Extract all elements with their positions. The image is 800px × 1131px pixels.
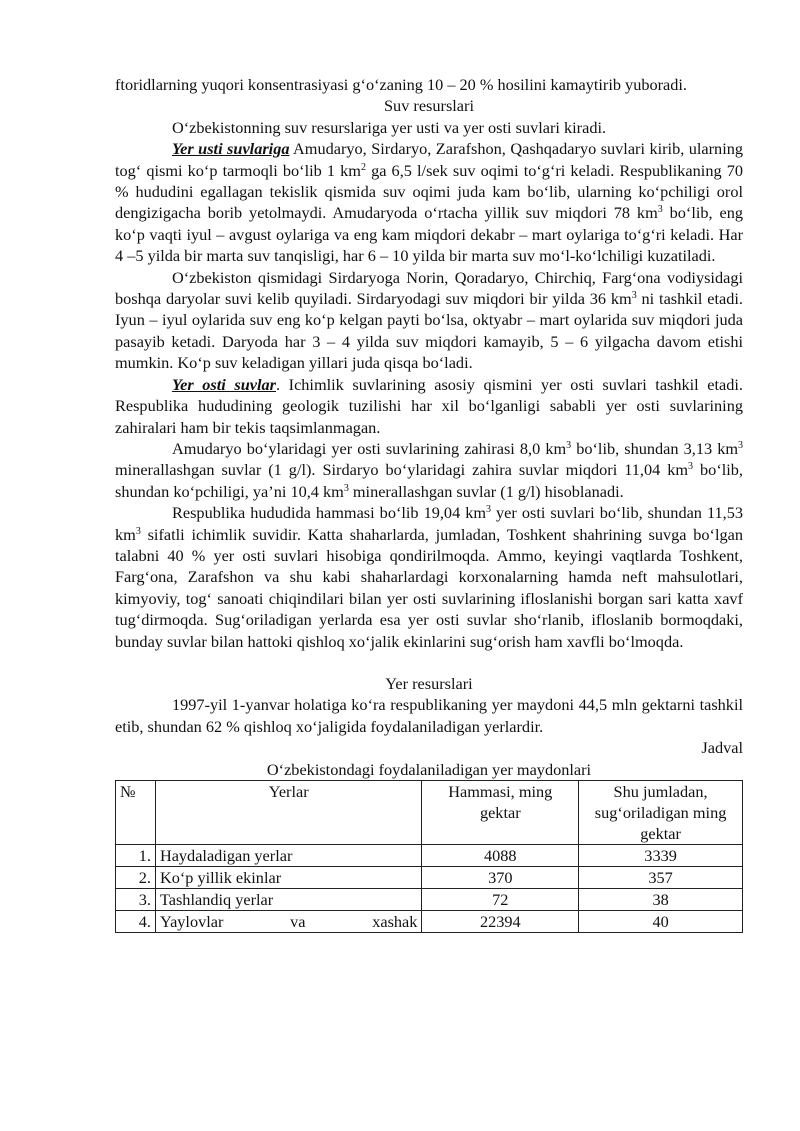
table-caption: O‘zbekistondagi foydalaniladigan yer maydonlari [266,759,592,779]
header-number: № [116,781,156,845]
table-row: 1. Haydaladigan yerlar 4088 3339 [116,845,743,867]
section-title-land: Yer resurslari [385,673,473,693]
header-irrigated: Shu jumladan, sug‘oriladigan ming gektar [579,781,743,845]
land-use-table [115,780,743,933]
paragraph-republic-groundwater: Respublika hududida hammasi bo‘lib 19,04 $km^3$ yer osti suvlari bo‘lib, shundan 11,53 $km^3$ sifatli ichimlik suvidir. Katta shaharlarda, jumladan, Toshkent shahrining suvga bo‘lgan talabni 40 % yer osti suvlari hisobiga qondirilmoqda. Ammo, keyingi vaqtlarda Toshkent, Farg‘ona, Zarafshon va shu kabi shaharlardagi korxonalarning hamda neft mahsulotlari, kimyoviy, tog‘ sanoati chiqindilari bilan yer osti suvlarining ifloslanishi borgan sari katta xavf tug‘dirmoqda. Sug‘oriladigan yerlarda esa yer osti suvlar sho‘rlanib, ifloslanib bormoqdaki, bunday suvlar bilan hattoki qishloq xo‘jalik ekinlarini sug‘orish ham xavfli bo‘lmoqda. [115,503,743,651]
table-row: 3. Tashlandiq yerlar 72 38 [116,889,743,911]
table-row: 4. Yaylovlar va xashak 22394 40 [116,911,743,933]
paragraph-amudarya-groundwater: Amudaryo bo‘ylaridagi yer osti suvlarining zahirasi 8,0 $km^3$ bo‘lib, shundan 3,13 $km^3$ minerallashgan suvlar (1 g/l). Sirdaryo bo‘ylaridagi zahira suvlar miqdori 11,04 $km^3$ bo‘lib, shundan ko‘pchiligi, ya’ni 10,4 $km^3$ minerallashgan suvlar (1 g/l) hisoblanadi. [115,438,744,501]
paragraph-surface-water: Yer usti suvlariga Amudaryo, Sirdaryo, Zarafshon, Qashqadaryo suvlari kirib, ularning tog‘ qismi ko‘p tarmoqli bo‘lib 1 $km^2$ ga 6,5 l/sek suv oqimi to‘g‘ri keladi. Respublikaning 70 % hududini egallagan tekislik qismida suv oqimi juda kam bo‘lib, ularning ko‘pchiligi orol dengizigacha borib yetolmaydi. Amudaryoda o‘rtacha yillik suv miqdori 78 $km^3$ bo‘lib, eng ko‘p vaqti iyul – avgust oylariga va eng kam miqdori dekabr – mart oylariga to‘g‘ri keladi. Har 4 –5 yilda bir marta suv tanqisligi, har 6 – 10 yilda bir marta suv mo‘l-ko‘lchiligi kuzatiladi. [115,139,744,266]
table-header-row [116,781,743,845]
paragraph-land-intro: 1997-yil 1-yanvar holatiga ko‘ra respublikaning yer maydoni 44,5 mln gektarni tashkil etib, shundan 62 % qishloq xo‘jaligida foydalaniladigan yerlardir. [115,695,743,736]
header-total: Hammasi, ming gektar [422,781,579,845]
header-lands: Yerlar [155,781,421,845]
paragraph-syrdarya: O‘zbekiston qismidagi Sirdaryoga Norin, Qoradaryo, Chirchiq, Farg‘ona vodiysidagi boshqa daryolar suvi kelib quyiladi. Sirdaryodagi suv miqdori bir yilda 36 $km^3$ ni tashkil etadi. Iyun – iyul oylarida suv eng ko‘p kelgan payti bo‘lsa, oktyabr – mart oylarida suv miqdori juda pasayib ketadi. Daryoda har 3 – 4 yilda suv miqdori kamayib, 5 – 6 yilgacha davom etishi mumkin. Ko‘p suv keladigan yillari juda qisqa bo‘ladi. [115,267,744,373]
table-row: 2. Ko‘p yillik ekinlar 370 357 [116,867,743,889]
paragraph-groundwater: Yer osti suvlar. Ichimlik suvlarining asosiy qismini yer osti suvlari tashkil etadi. Respublika hududining geologik tuzilishi har xil bo‘lganligi sababli yer osti suvlarining zahiralari ham bir tekis taqsimlanmagan. [115,374,743,437]
table-label: Jadval [701,738,743,758]
surface-water-heading: Yer usti suvlariga [172,139,290,159]
groundwater-heading: Yer osti suvlar [172,374,276,394]
section-title-water: Suv resurslari [384,96,474,116]
document-page [115,74,743,933]
paragraph-intro-fragment: ftoridlarning yuqori konsentrasiyasi g‘o‘zaning 10 – 20 % hosilini kamaytirib yuboradi. [115,75,687,94]
paragraph-water-intro: O‘zbekistonning suv resurslariga yer usti va yer osti suvlari kiradi. [172,117,607,137]
